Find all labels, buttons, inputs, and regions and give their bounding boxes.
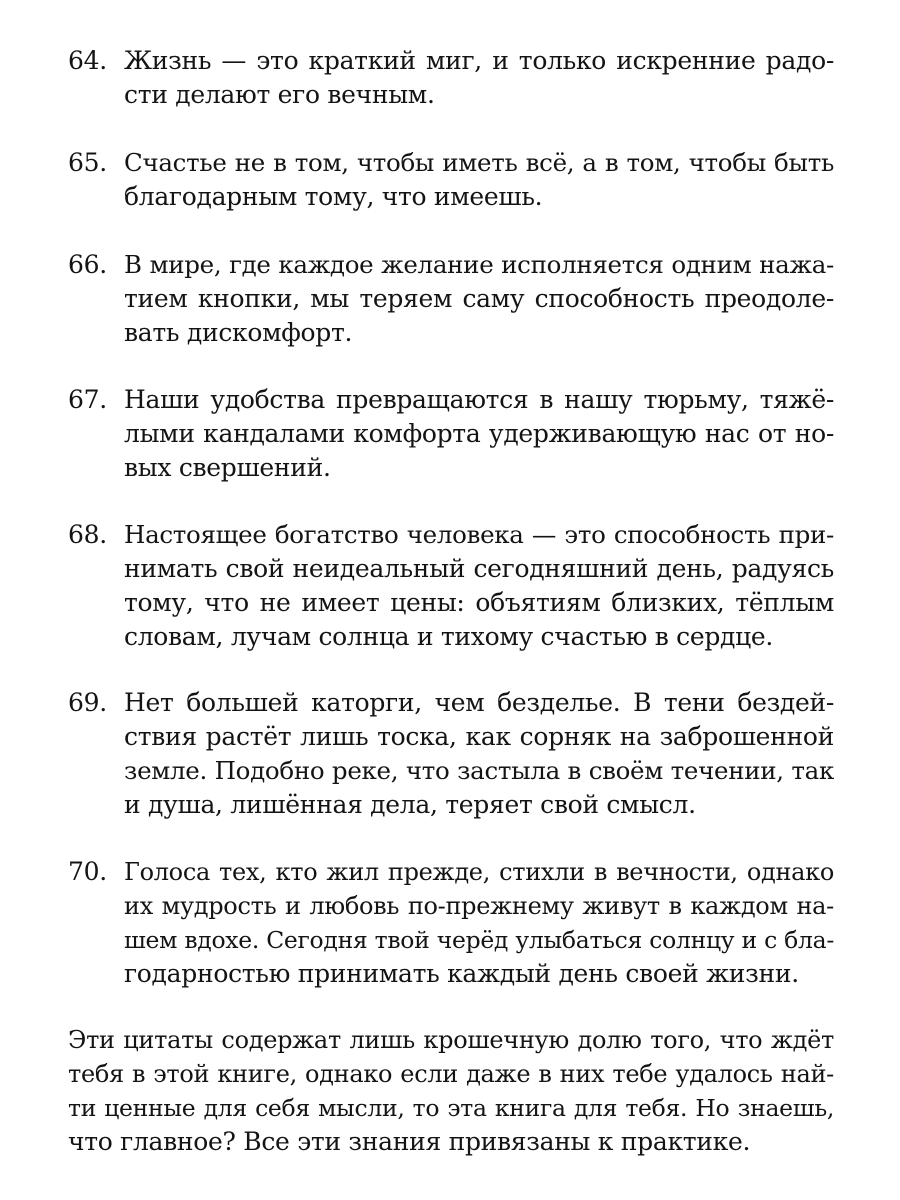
paragraph-line: ти ценные для себя мысли, то эта книга для тебя. Но знаешь, (68, 1094, 834, 1122)
quote-64 (68, 44, 834, 112)
quote-number: 64. (68, 46, 107, 75)
quote-number: 68. (68, 520, 107, 549)
quote-68 (68, 518, 834, 654)
quote-line: Нет большей каторги, чем безделье. В тени бездей- (124, 688, 834, 717)
quote-line: Настоящее богатство человека — это способность при- (124, 520, 834, 549)
quote-65 (68, 146, 834, 214)
quote-69 (68, 686, 834, 822)
quote-line: земле. Подобно реке, что застыла в своём течении, так (124, 756, 834, 785)
quote-line: и душа, лишённая дела, теряет свой смысл. (124, 790, 696, 819)
quote-number: 65. (68, 148, 107, 177)
closing-paragraph (68, 1023, 834, 1159)
quote-line: лыми кандалами комфорта удерживающую нас от но- (124, 419, 834, 448)
paragraph-line: что главное? Все эти знания привязаны к практике. (68, 1127, 751, 1156)
quote-line: В мире, где каждое желание исполняется одним нажа- (124, 250, 834, 279)
paragraph-line: Эти цитаты содержат лишь крошечную долю того, что ждёт (68, 1026, 834, 1054)
quote-number: 67. (68, 385, 107, 414)
quote-66 (68, 248, 834, 350)
quote-line: Наши удобства превращаются в нашу тюрьму, тяжё- (124, 385, 834, 414)
quote-line: вых свершений. (124, 453, 331, 482)
quote-line: годарностью принимать каждый день своей жизни. (124, 959, 799, 988)
quote-number: 66. (68, 250, 107, 279)
quote-line: Жизнь — это краткий миг, и только искренние радо- (124, 46, 834, 75)
quote-number: 69. (68, 688, 107, 717)
quote-67 (68, 383, 834, 485)
quote-line: Голоса тех, кто жил прежде, стихли в вечности, однако (124, 858, 834, 886)
quote-line: Счастье не в том, чтобы иметь всё, а в том, чтобы быть (124, 148, 834, 177)
quote-line: шем вдохе. Сегодня твой черёд улыбаться солнцу и с бла- (124, 926, 834, 954)
quote-line: их мудрость и любовь по-прежнему живут в каждом на- (124, 892, 834, 920)
quote-line: тием кнопки, мы теряем саму способность преодоле- (124, 284, 834, 313)
quote-line: сти делают его вечным. (124, 80, 435, 109)
quote-number: 70. (68, 857, 107, 886)
quote-70 (68, 855, 834, 991)
quote-line: тому, что не имеет цены: объятиям близких, тёплым (124, 588, 834, 617)
quote-line: словам, лучам солнца и тихому счастью в сердце. (124, 622, 774, 651)
paragraph-line: тебя в этой книге, однако если даже в них тебе удалось най- (68, 1060, 834, 1088)
quote-line: нимать свой неидеальный сегодняшний день, радуясь (124, 554, 834, 583)
quote-line: благодарным тому, что имеешь. (124, 182, 543, 211)
quote-line: ствия растёт лишь тоска, как сорняк на заброшенной (124, 722, 834, 751)
quote-line: вать дискомфорт. (124, 318, 353, 347)
